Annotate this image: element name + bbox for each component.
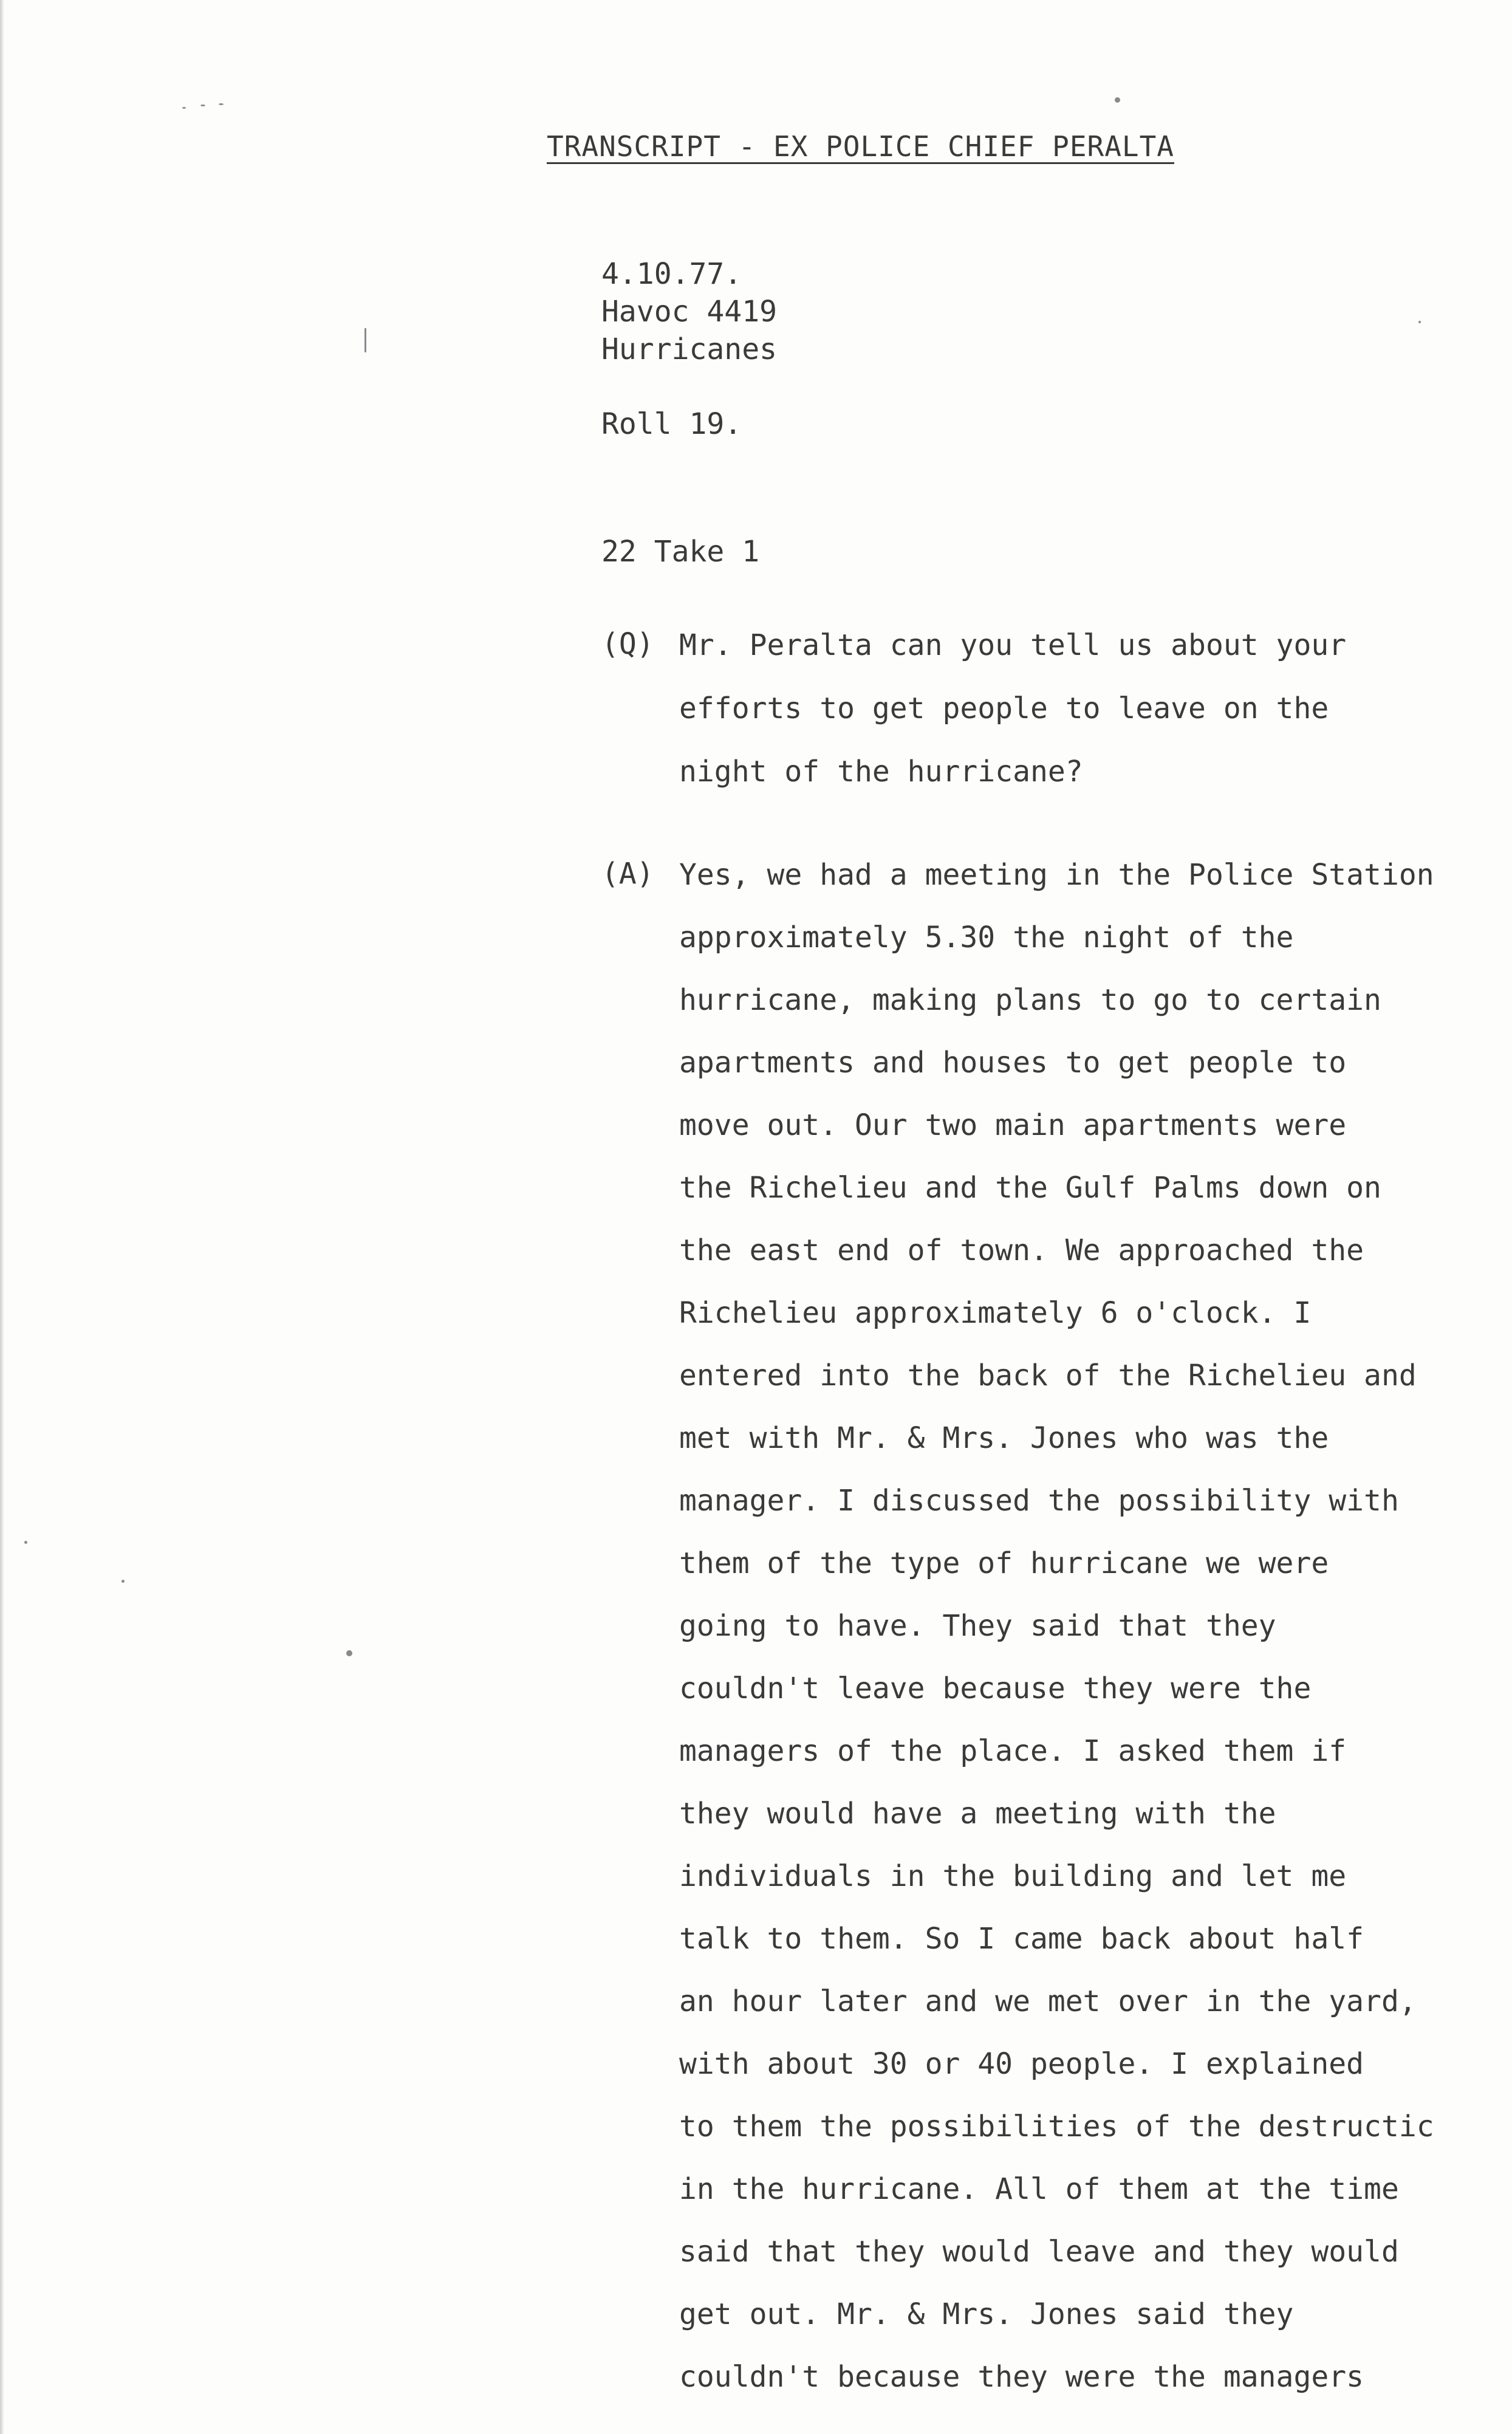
answer-line: Richelieu approximately 6 o'clock. I	[679, 1296, 1312, 1330]
take-number: 22 Take 1	[601, 535, 760, 569]
answer-line: apartments and houses to get people to	[679, 1046, 1347, 1080]
speck	[1418, 321, 1421, 323]
answer-text	[679, 857, 1434, 2421]
answer-marker: (A)	[601, 857, 654, 891]
answer-line: the Richelieu and the Gulf Palms down on	[679, 1171, 1381, 1205]
answer-line: said that they would leave and they would	[679, 2235, 1399, 2269]
question-marker: (Q)	[601, 627, 654, 661]
speck	[200, 105, 205, 106]
answer-line: an hour later and we met over in the yard,	[679, 1984, 1417, 2018]
roll-number: Roll 19.	[601, 407, 742, 441]
answer-line: them of the type of hurricane we were	[679, 1546, 1329, 1580]
speck	[346, 1650, 352, 1656]
answer-line: move out. Our two main apartments were	[679, 1108, 1347, 1142]
question-line: efforts to get people to leave on the	[679, 691, 1329, 725]
document-title: TRANSCRIPT - EX POLICE CHIEF PERALTA	[547, 130, 1174, 163]
question-line: night of the hurricane?	[679, 755, 1083, 789]
speck	[219, 103, 224, 105]
answer-line: to them the possibilities of the destructic	[679, 2110, 1434, 2144]
answer-line: managers of the place. I asked them if	[679, 1734, 1347, 1768]
speck	[24, 1541, 27, 1544]
answer-line: entered into the back of the Richelieu and	[679, 1359, 1417, 1393]
subject-line: Hurricanes	[601, 332, 777, 366]
speck	[182, 107, 186, 109]
answer-line: the east end of town. We approached the	[679, 1233, 1364, 1267]
speck	[121, 1580, 125, 1583]
speck	[1115, 97, 1120, 103]
answer-line: hurricane, making plans to go to certain	[679, 983, 1381, 1017]
answer-line: Yes, we had a meeting in the Police Station	[679, 858, 1434, 892]
answer-line: manager. I discussed the possibility with	[679, 1484, 1399, 1518]
answer-line: in the hurricane. All of them at the time	[679, 2172, 1399, 2206]
date-line: 4.10.77.	[601, 257, 742, 291]
answer-line: get out. Mr. & Mrs. Jones said they	[679, 2297, 1294, 2331]
answer-line: couldn't leave because they were the	[679, 1671, 1312, 1706]
page-edge	[0, 0, 4, 2434]
havoc-line: Havoc 4419	[601, 295, 777, 329]
answer-line: individuals in the building and let me	[679, 1859, 1347, 1893]
speck	[364, 328, 366, 352]
answer-line: going to have. They said that they	[679, 1609, 1276, 1643]
answer-line: met with Mr. & Mrs. Jones who was the	[679, 1421, 1329, 1455]
answer-line: talk to them. So I came back about half	[679, 1922, 1364, 1956]
answer-line: they would have a meeting with the	[679, 1797, 1276, 1831]
answer-line: approximately 5.30 the night of the	[679, 920, 1294, 955]
header-info	[601, 255, 777, 368]
question-text	[679, 627, 1346, 817]
question-line: Mr. Peralta can you tell us about your	[679, 628, 1347, 662]
answer-line: couldn't because they were the managers	[679, 2360, 1364, 2394]
answer-line: with about 30 or 40 people. I explained	[679, 2047, 1364, 2081]
